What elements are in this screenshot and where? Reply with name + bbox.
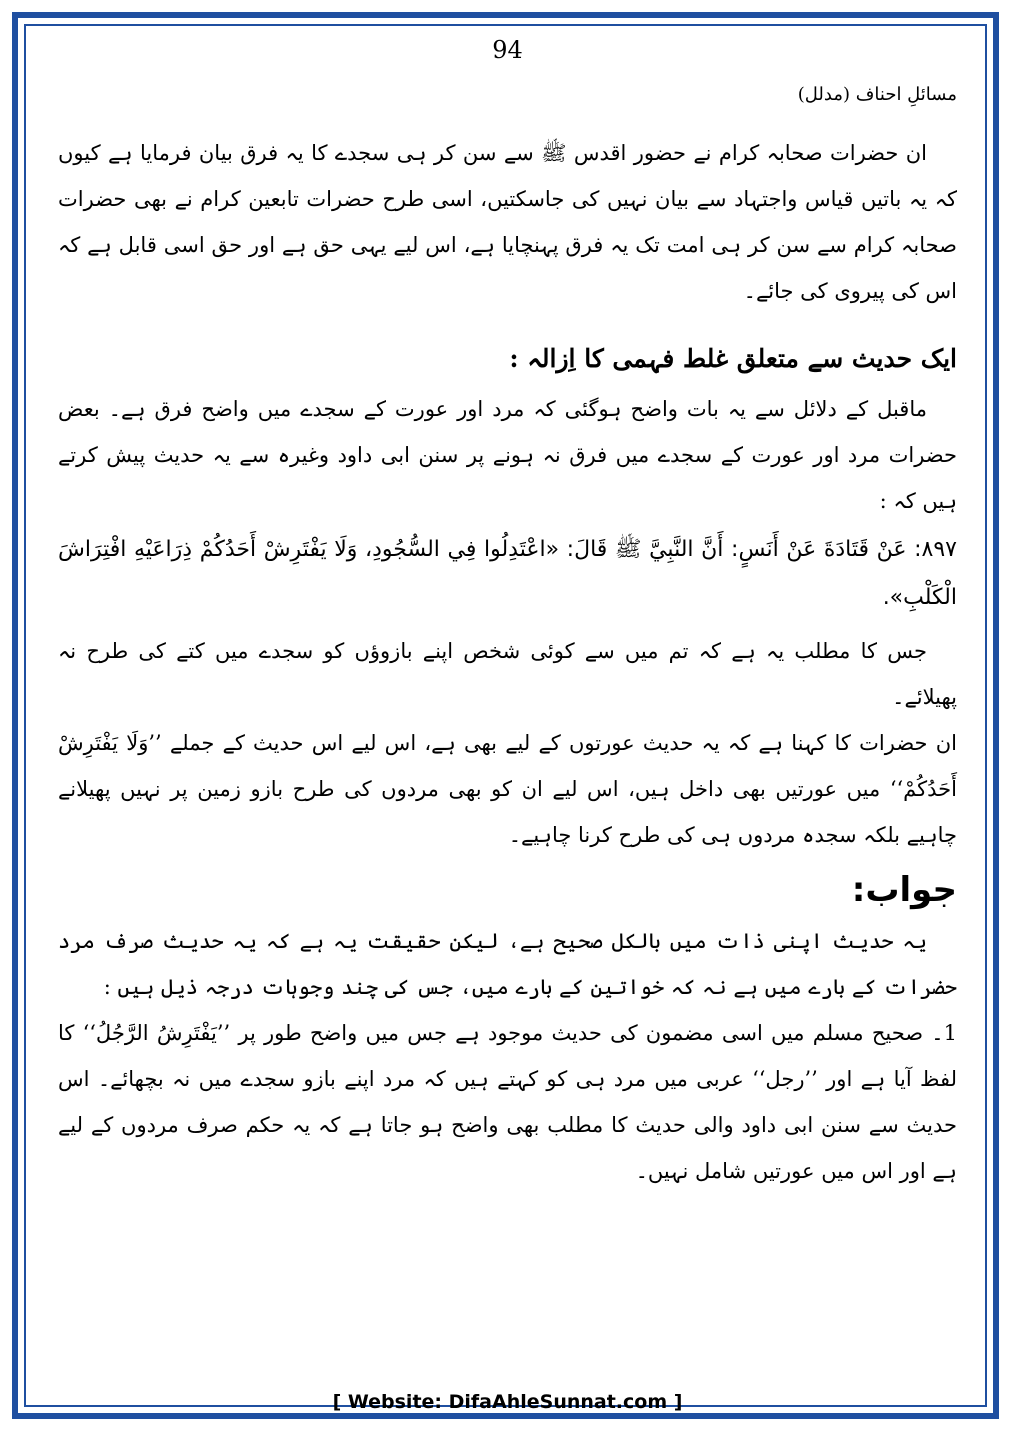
intro-paragraph: ان حضرات صحابہ کرام نے حضور اقدس ﷺ سے سن کر ہی سجدے کا یہ فرق بیان فرمایا ہے کیوں کہ یہ باتیں قیاس واجتہاد سے بیان نہیں کی جاسکتیں، اسی طرح حضرات تابعین کرام نے بھی حضرات صحابہ کرام سے سن کر ہی امت تک یہ فرق پہنچایا ہے، اس لیے یہی حق ہے اور حق اسی قابل ہے کہ اس کی پیروی کی جائے۔ xyxy=(58,141,957,303)
answer-heading: جواب: xyxy=(851,870,957,910)
point-one: 1۔ صحیح مسلم میں اسی مضمون کی حدیث موجود ہے جس میں واضح طور پر ’’يَفْتَرِشُ الرَّجُلُ‘‘ کا لفظ آیا ہے اور ’’رجل‘‘ عربی میں مرد ہی کو کہتے ہیں کہ مرد اپنے بازو سجدے میں نہ بچھائے۔ اس حدیث سے سنن ابی داود والی حدیث کا مطلب بھی واضح ہو جاتا ہے کہ یہ حکم صرف مردوں کے لیے ہے اور اس میں عورتیں شامل نہیں۔ xyxy=(58,1021,957,1183)
section-heading: ایک حدیث سے متعلق غلط فہمی کا اِزالہ : xyxy=(509,344,957,373)
page-number: 94 xyxy=(492,36,523,64)
misconception-paragraph: ماقبل کے دلائل سے یہ بات واضح ہوگئی کہ مرد اور عورت کے سجدے میں واضح فرق ہے۔ بعض حضرات مرد اور عورت کے سجدے میں فرق نہ ہونے پر سنن ابی داود وغیرہ سے یہ حدیث پیش کرتے ہیں کہ : xyxy=(58,397,957,513)
hadith-meaning: جس کا مطلب یہ ہے کہ تم میں سے کوئی شخص اپنے بازوؤں کو سجدے میں کتے کی طرح نہ پھیلائے۔ xyxy=(58,639,957,709)
book-title: مسائلِ احناف (مدلل) xyxy=(797,84,957,105)
answer-paragraph: یہ حدیث اپنی ذات میں بالکل صحیح ہے، لیکن حقیقت یہ ہے کہ یہ حدیث صرف مرد حضرات کے بارے میں ہے نہ کہ خواتین کے بارے میں، جس کی چند وجوہات درجہ ذیل ہیں : xyxy=(58,929,957,999)
hadith-text: ٨٩٧: عَنْ قَتَادَةَ عَنْ أَنَسٍ: أَنَّ النَّبِيَّ ﷺ قَالَ: «اعْتَدِلُوا فِي السُّجُودِ، وَلَا يَفْتَرِشْ أَحَدُكُمْ ذِرَاعَيْهِ افْتِرَاشَ الْكَلْبِ». xyxy=(58,537,957,610)
website-footer: [ Website: DifaAhleSunnat.com ] xyxy=(332,1391,683,1413)
claim-paragraph: ان حضرات کا کہنا ہے کہ یہ حدیث عورتوں کے لیے بھی ہے، اس لیے اس حدیث کے جملے ’’وَلَا يَفْتَرِشْ أَحَدُكُمْ‘‘ میں عورتیں بھی داخل ہیں، اس لیے ان کو بھی مردوں کی طرح بازو زمین پر نہیں پھیلانے چاہیے بلکہ سجدہ مردوں ہی کی طرح کرنا چاہیے۔ xyxy=(58,731,957,847)
page-content xyxy=(58,130,957,1194)
